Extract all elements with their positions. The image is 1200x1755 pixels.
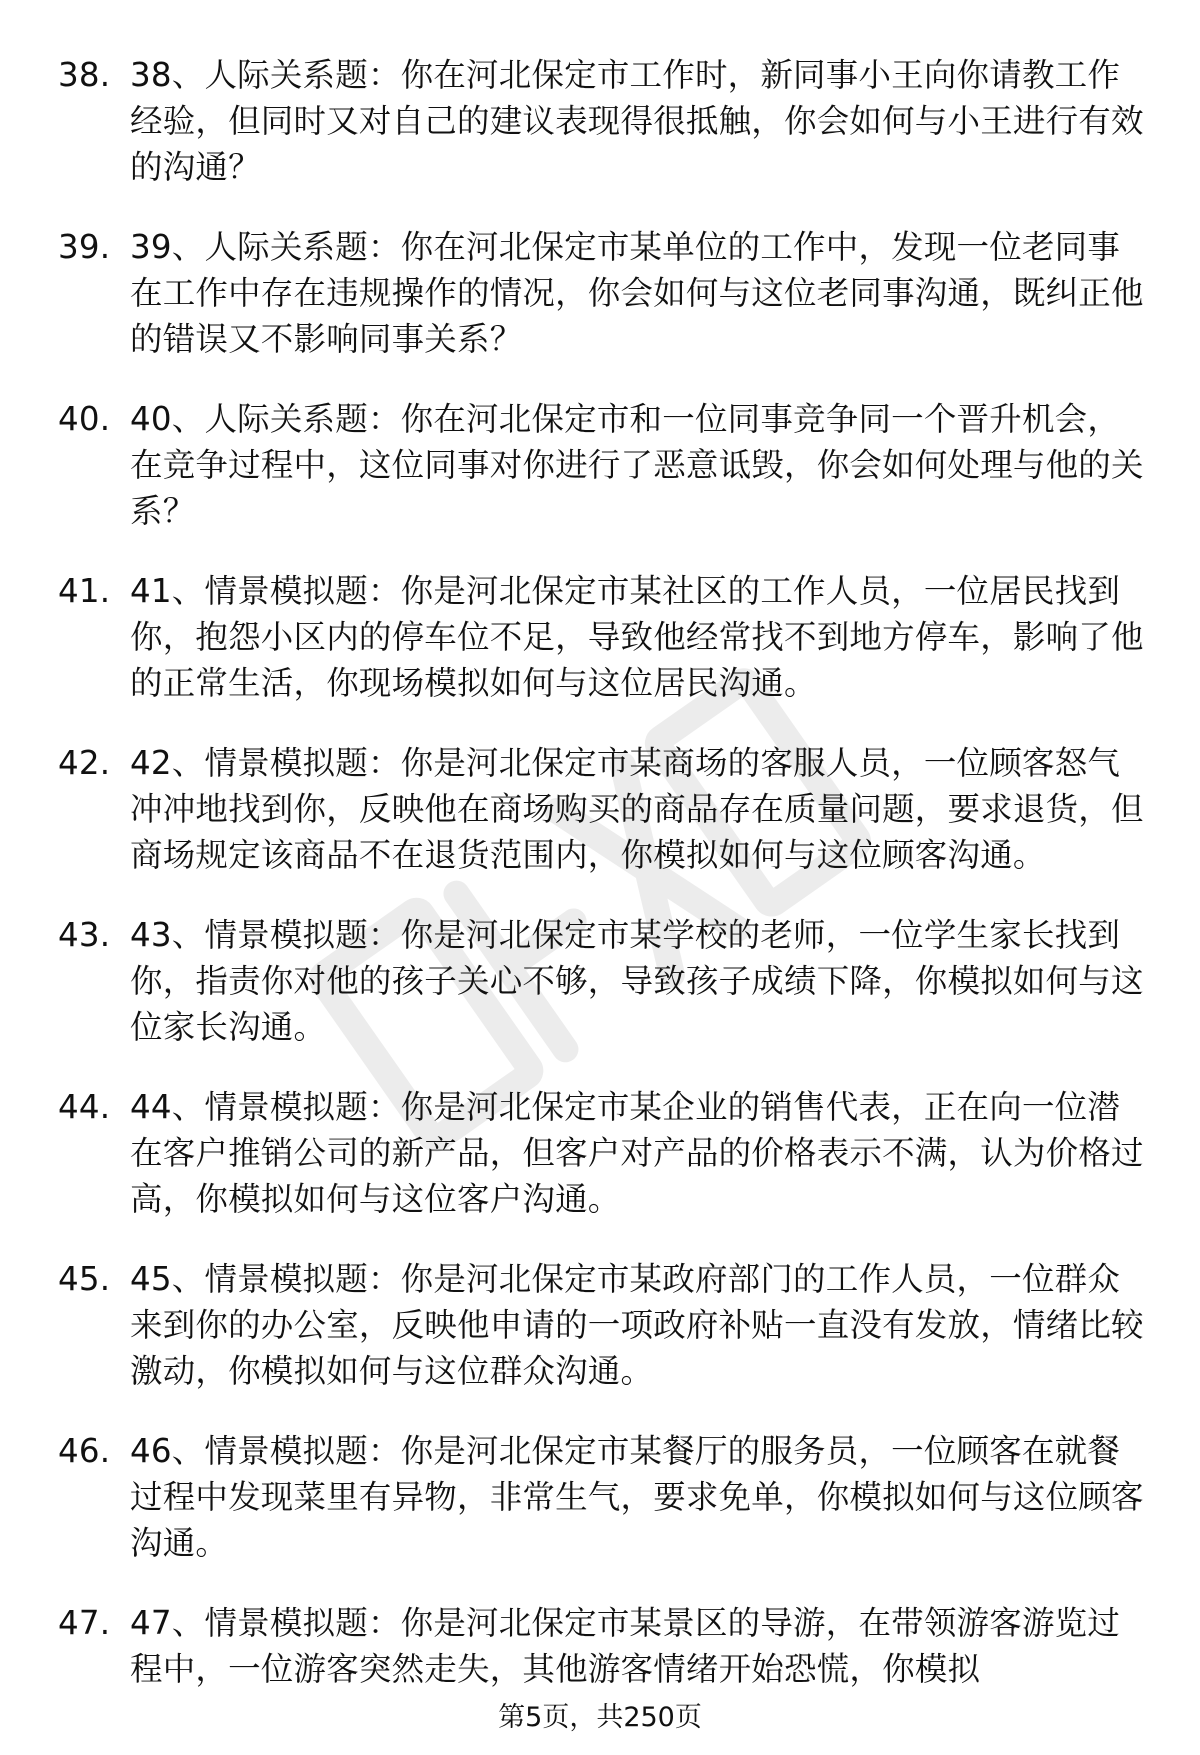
- question-number: 38.: [58, 56, 111, 94]
- question-number: 39.: [58, 228, 111, 266]
- question-item: [58, 1428, 1148, 1566]
- page-footer: 第5页，共250页: [498, 1702, 702, 1733]
- question-text: 46、情景模拟题：你是河北保定市某餐厅的服务员，一位顾客在就餐过程中发现菜里有异物，非常生气，要求免单，你模拟如何与这位顾客沟通。: [130, 1432, 1144, 1562]
- question-number: 46.: [58, 1432, 111, 1470]
- question-item: [58, 52, 1148, 190]
- question-number: 40.: [58, 400, 111, 438]
- question-item: [58, 740, 1148, 878]
- question-item: [58, 1256, 1148, 1394]
- question-number: 47.: [58, 1604, 111, 1642]
- question-text: 40、人际关系题：你在河北保定市和一位同事竞争同一个晋升机会，在竞争过程中，这位同事对你进行了恶意诋毁，你会如何处理与他的关系？: [130, 400, 1144, 530]
- question-text: 38、人际关系题：你在河北保定市工作时，新同事小王向你请教工作经验，但同时又对自己的建议表现得很抵触，你会如何与小王进行有效的沟通？: [130, 56, 1144, 186]
- question-list: [58, 52, 1148, 1726]
- question-item: [58, 912, 1148, 1050]
- question-number: 42.: [58, 744, 111, 782]
- question-number: 41.: [58, 572, 111, 610]
- question-item: [58, 224, 1148, 362]
- question-number: 44.: [58, 1088, 111, 1126]
- question-text: 42、情景模拟题：你是河北保定市某商场的客服人员，一位顾客怒气冲冲地找到你，反映他在商场购买的商品存在质量问题，要求退货，但商场规定该商品不在退货范围内，你模拟如何与这位顾客沟通。: [130, 744, 1144, 874]
- question-item: [58, 568, 1148, 706]
- question-item: [58, 396, 1148, 534]
- question-text: 45、情景模拟题：你是河北保定市某政府部门的工作人员，一位群众来到你的办公室，反映他申请的一项政府补贴一直没有发放，情绪比较激动，你模拟如何与这位群众沟通。: [130, 1260, 1144, 1390]
- question-item: [58, 1084, 1148, 1222]
- question-text: 43、情景模拟题：你是河北保定市某学校的老师，一位学生家长找到你，指责你对他的孩子关心不够，导致孩子成绩下降，你模拟如何与这位家长沟通。: [130, 916, 1144, 1046]
- question-text: 39、人际关系题：你在河北保定市某单位的工作中，发现一位老同事在工作中存在违规操作的情况，你会如何与这位老同事沟通，既纠正他的错误又不影响同事关系？: [130, 228, 1144, 358]
- question-text: 47、情景模拟题：你是河北保定市某景区的导游，在带领游客游览过程中，一位游客突然走失，其他游客情绪开始恐慌，你模拟: [130, 1604, 1121, 1688]
- question-text: 41、情景模拟题：你是河北保定市某社区的工作人员，一位居民找到你，抱怨小区内的停车位不足，导致他经常找不到地方停车，影响了他的正常生活，你现场模拟如何与这位居民沟通。: [130, 572, 1144, 702]
- question-text: 44、情景模拟题：你是河北保定市某企业的销售代表，正在向一位潜在客户推销公司的新产品，但客户对产品的价格表示不满，认为价格过高，你模拟如何与这位客户沟通。: [130, 1088, 1144, 1218]
- question-item: [58, 1600, 1148, 1692]
- question-number: 45.: [58, 1260, 111, 1298]
- question-number: 43.: [58, 916, 111, 954]
